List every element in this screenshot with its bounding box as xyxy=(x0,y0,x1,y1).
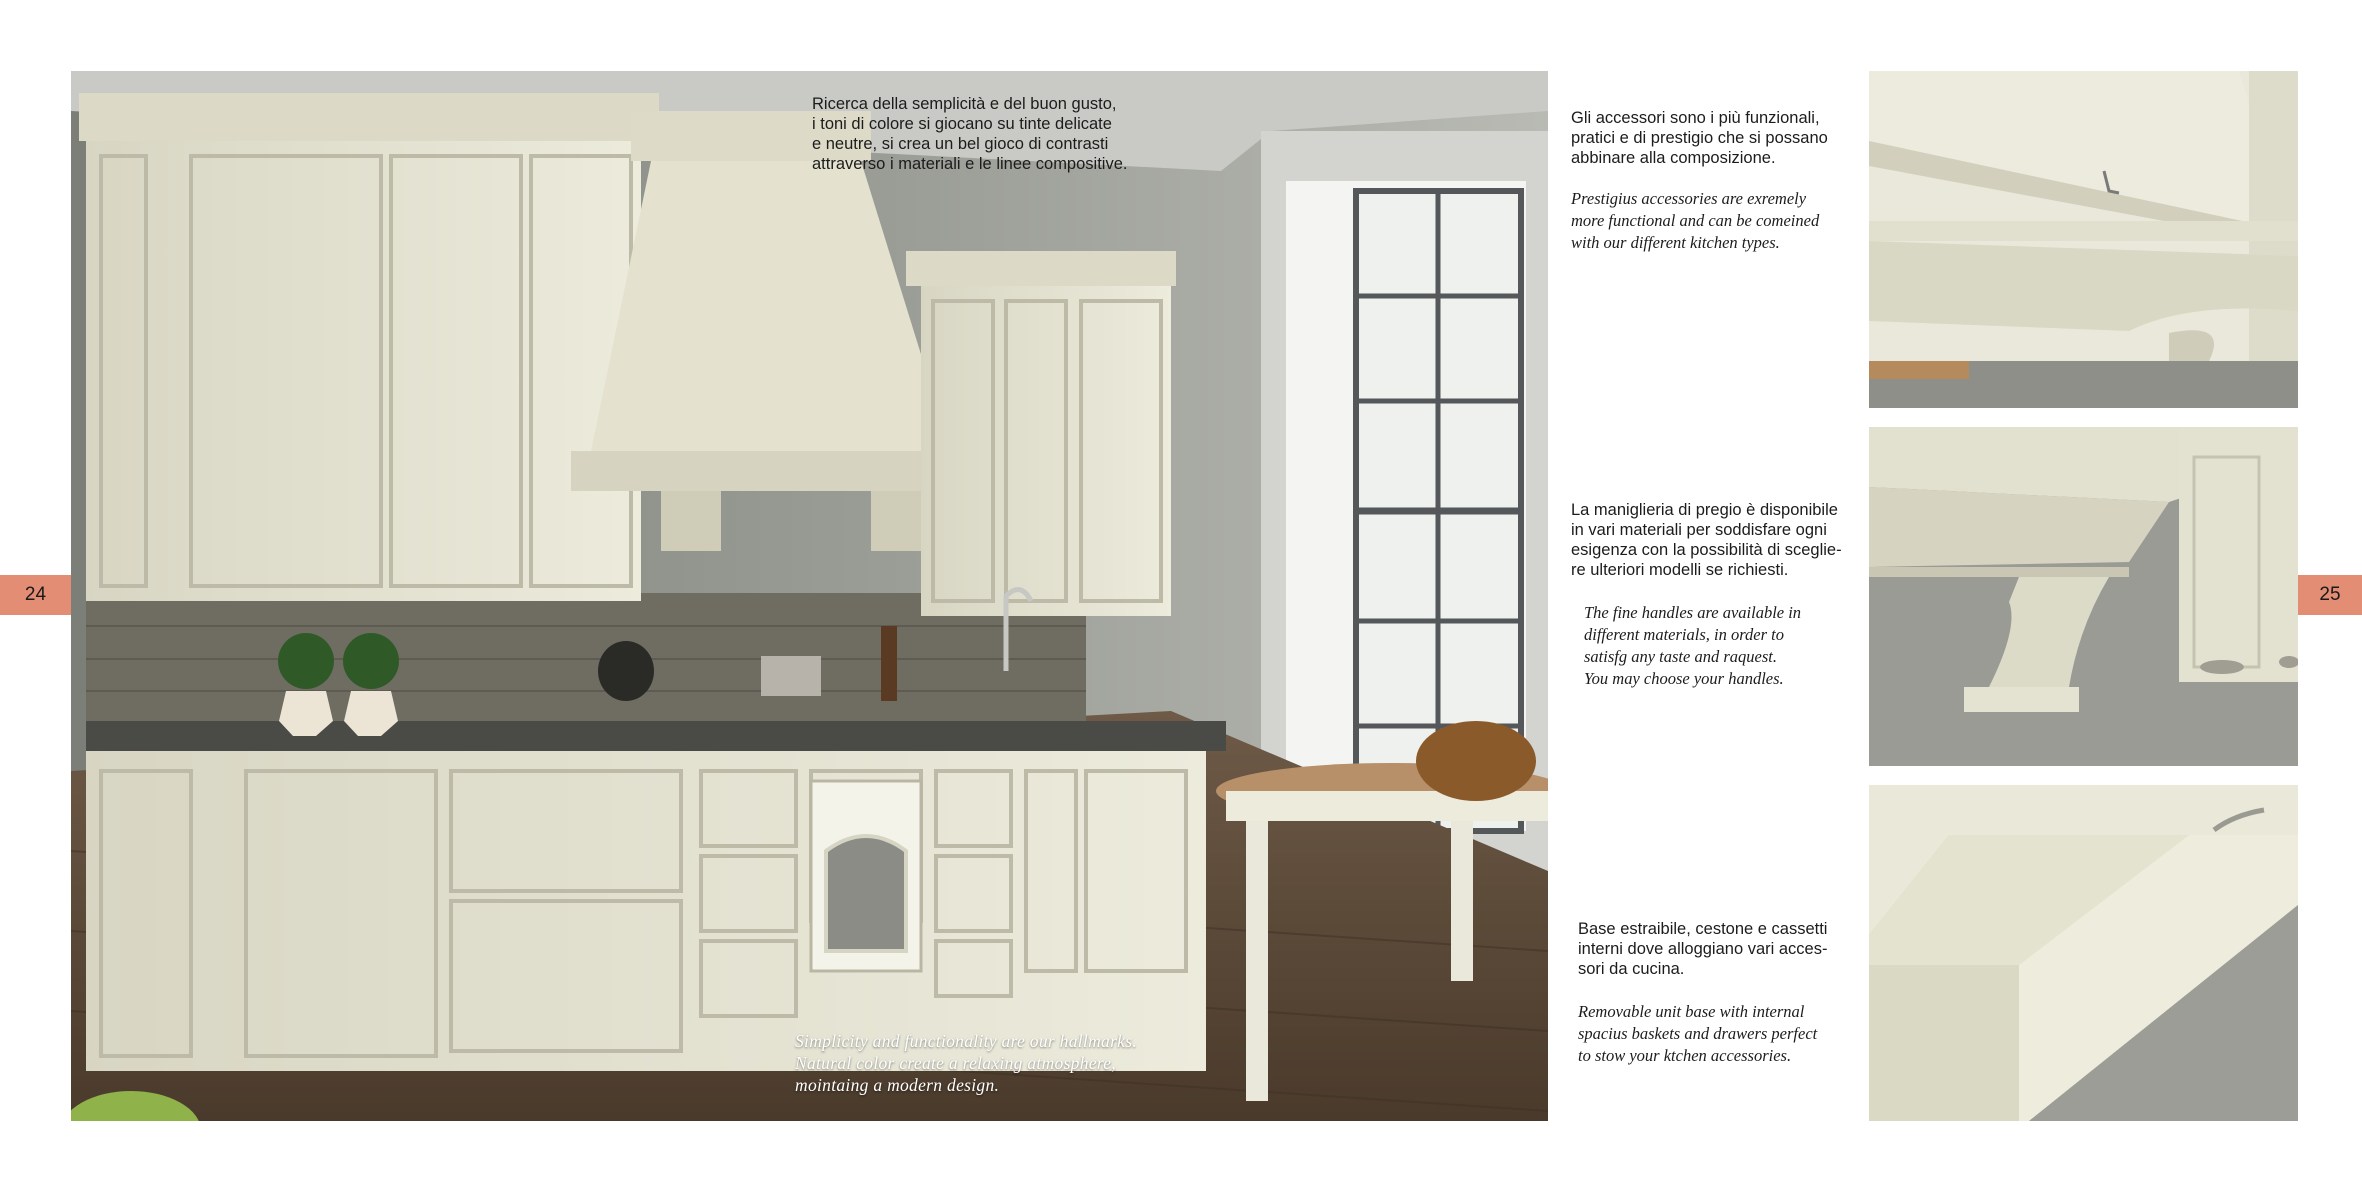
text-line: Prestigius accessories are exremely xyxy=(1571,189,1807,208)
detail-photo-handles xyxy=(1869,427,2298,766)
text-line: in vari materiali per soddisfare ogni xyxy=(1571,521,1827,539)
base-unit-text xyxy=(1578,919,1873,1067)
caption-en-line: Natural color create a relaxing atmosphere, xyxy=(795,1053,1117,1073)
base-unit-text-en xyxy=(1578,1001,1873,1067)
text-line: Gli accessori sono i più funzionali, xyxy=(1571,109,1820,127)
text-line: You may choose your handles. xyxy=(1584,669,1784,688)
kitchen-photo xyxy=(71,71,1548,1121)
text-line: Removable unit base with internal xyxy=(1578,1002,1805,1021)
caption-en-line: mointaing a modern design. xyxy=(795,1075,1000,1095)
text-line: pratici e di prestigio che si possano xyxy=(1571,129,1828,147)
caption-it-line: attraverso i materiali e le linee compositive. xyxy=(812,155,1128,173)
caption-en-line: Simplicity and functionality are our hallmarks. xyxy=(795,1031,1138,1051)
caption-it-line: Ricerca della semplicità e del buon gusto, xyxy=(812,95,1117,113)
main-caption-it xyxy=(812,94,1172,174)
hood-detail-illustration xyxy=(1869,71,2298,408)
text-line: The fine handles are available in xyxy=(1584,603,1802,622)
base-unit-text-it xyxy=(1578,919,1873,979)
text-line: re ulteriori modelli se richiesti. xyxy=(1571,561,1789,579)
handles-text-en xyxy=(1571,602,1866,690)
page-number-left: 24 xyxy=(0,575,71,615)
text-line: satisfg any taste and raquest. xyxy=(1584,647,1777,666)
text-line: spacius baskets and drawers perfect xyxy=(1578,1024,1818,1043)
caption-it-line: e neutre, si crea un bel gioco di contrasti xyxy=(812,135,1109,153)
kitchen-illustration xyxy=(71,71,1548,1121)
page-number-right: 25 xyxy=(2298,575,2362,615)
drawer-detail-illustration xyxy=(1869,785,2298,1121)
text-line: sori da cucina. xyxy=(1578,960,1685,978)
text-line: more functional and can be comeined xyxy=(1571,211,1820,230)
handles-text xyxy=(1571,500,1866,690)
handles-text-it xyxy=(1571,500,1866,580)
handles-detail-illustration xyxy=(1869,427,2298,766)
accessories-text xyxy=(1571,108,1866,254)
accessories-text-en xyxy=(1571,188,1866,254)
text-line: Base estraibile, cestone e cassetti xyxy=(1578,920,1828,938)
text-line: La maniglieria di pregio è disponibile xyxy=(1571,501,1838,519)
text-line: to stow your ktchen accessories. xyxy=(1578,1046,1792,1065)
text-line: esigenza con la possibilità di sceglie- xyxy=(1571,541,1842,559)
text-line: with our different kitchen types. xyxy=(1571,233,1780,252)
detail-photo-drawer xyxy=(1869,785,2298,1121)
caption-it-line: i toni di colore si giocano su tinte delicate xyxy=(812,115,1112,133)
detail-photo-hood xyxy=(1869,71,2298,408)
main-caption-en xyxy=(795,1030,1215,1096)
text-line: different materials, in order to xyxy=(1584,625,1784,644)
text-line: interni dove alloggiano vari acces- xyxy=(1578,940,1828,958)
accessories-text-it xyxy=(1571,108,1866,168)
text-line: abbinare alla composizione. xyxy=(1571,149,1776,167)
